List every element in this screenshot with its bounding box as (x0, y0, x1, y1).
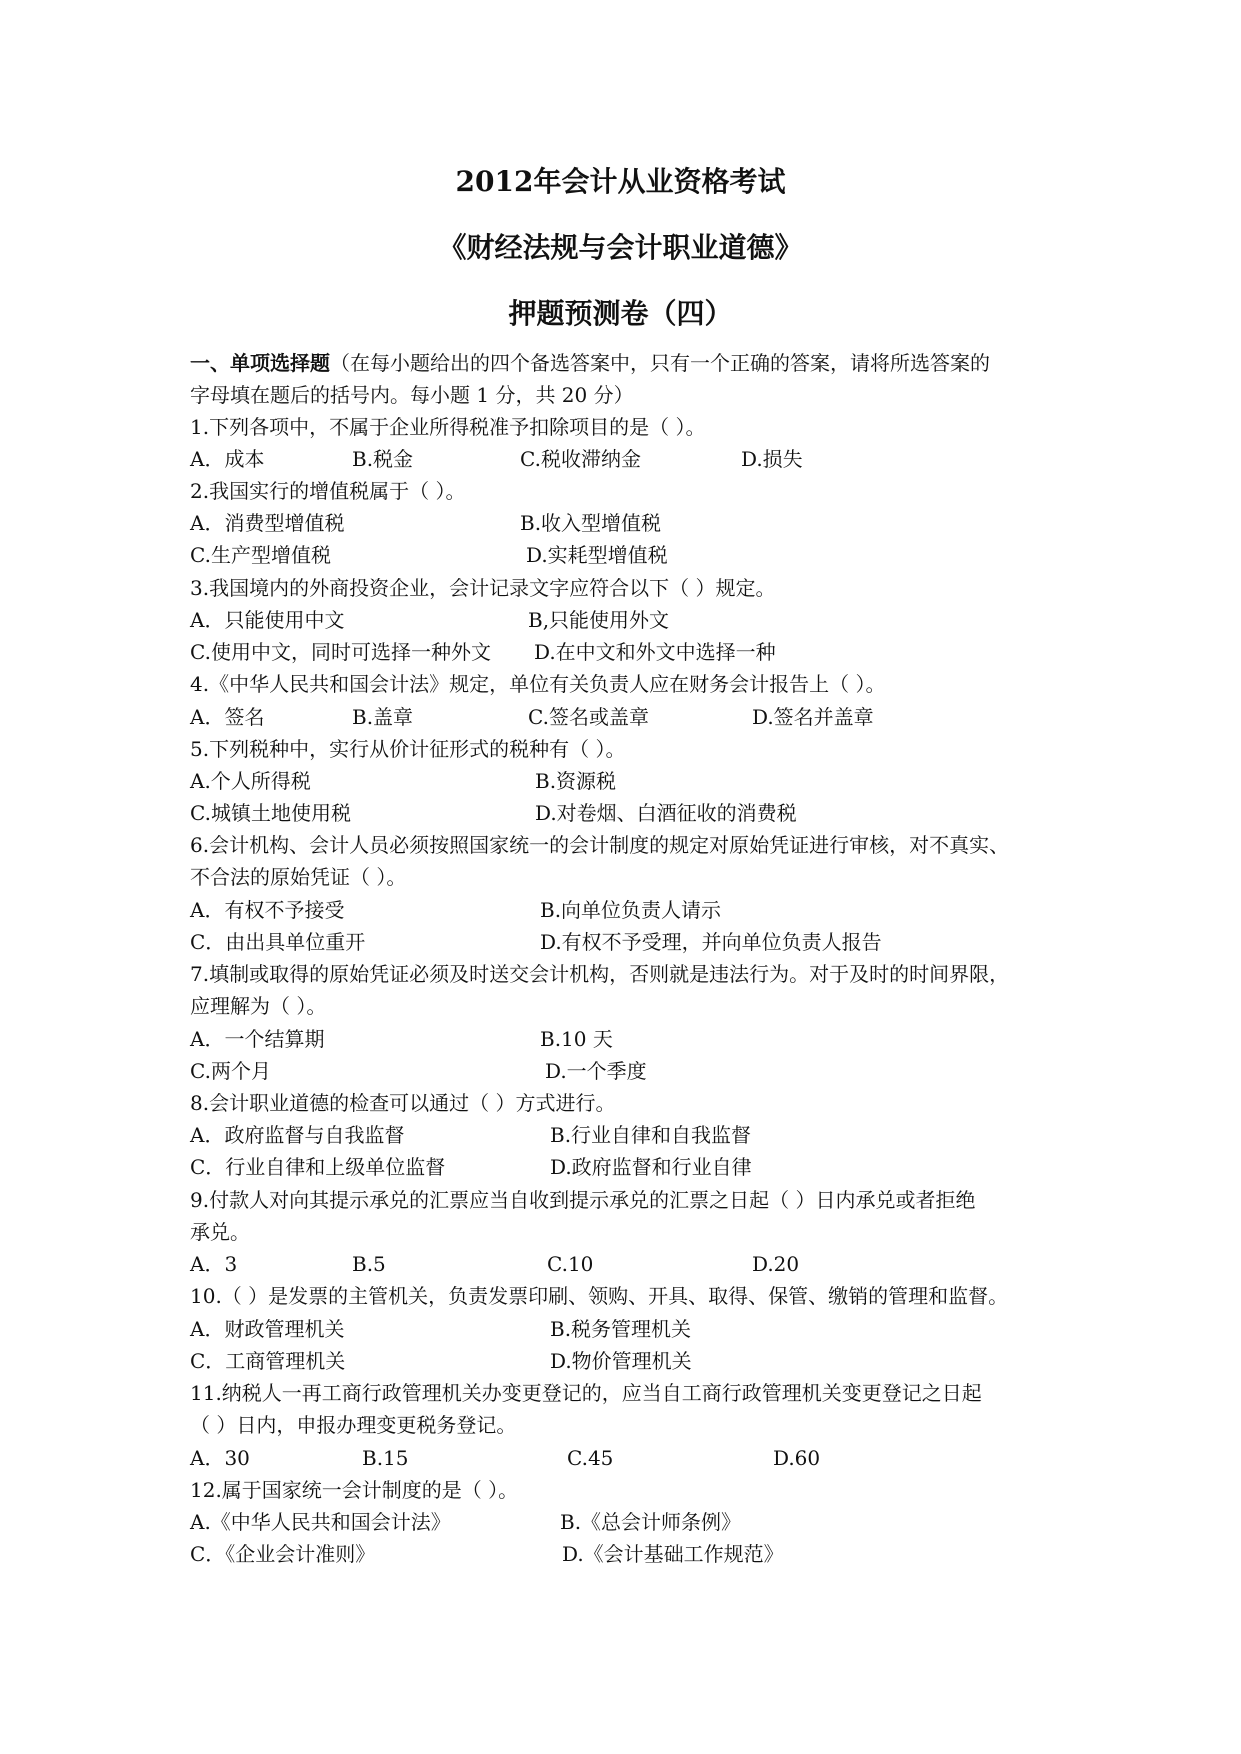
option-d: D.损失 (741, 447, 803, 471)
option-c: C．工商管理机关 (190, 1349, 346, 1373)
section-intro (190, 350, 990, 376)
option-c: C．行业自律和上级单位监督 (190, 1155, 446, 1179)
option-b: B,只能使用外文 (528, 608, 670, 632)
option-b: B.税务管理机关 (550, 1317, 692, 1341)
paper-title: 押题预测卷（四） (508, 297, 733, 330)
question-stem-cont: （ ）日内，申报办理变更税务登记。 (190, 1413, 517, 1437)
option-d: D.20 (752, 1252, 800, 1276)
option-c: C.城镇土地使用税 (190, 801, 351, 825)
option-c: C．《企业会计准则》 (190, 1542, 376, 1566)
section-heading: 一、单项选择题 (190, 351, 330, 375)
option-d: D.实耗型增值税 (526, 543, 668, 567)
option-c: C.税收滞纳金 (520, 447, 641, 471)
option-a: A．30 (190, 1446, 250, 1470)
option-d: D.物价管理机关 (550, 1349, 692, 1373)
option-d: D.有权不予受理，并向单位负责人报告 (540, 930, 882, 954)
question-stem: 3.我国境内的外商投资企业，会计记录文字应符合以下（ ）规定。 (190, 576, 776, 600)
option-b: B.5 (352, 1252, 386, 1276)
question-stem: 6.会计机构、会计人员必须按照国家统一的会计制度的规定对原始凭证进行审核，对不真实、 (190, 833, 1010, 857)
option-c: C.生产型增值税 (190, 543, 331, 567)
exam-title: 2012年会计从业资格考试 (455, 165, 786, 198)
option-b: B.税金 (352, 447, 414, 471)
option-b: B.收入型增值税 (520, 511, 662, 535)
option-a: A.《中华人民共和国会计法》 (190, 1510, 451, 1534)
option-b: B.盖章 (352, 705, 414, 729)
option-d: D.一个季度 (545, 1059, 647, 1083)
option-d: D.60 (773, 1446, 821, 1470)
option-a: A．3 (190, 1252, 238, 1276)
section-instructions-cont: 字母填在题后的括号内。每小题 1 分，共 20 分） (190, 383, 634, 407)
question-stem: 11.纳税人一再工商行政管理机关办变更登记的，应当自工商行政管理机关变更登记之日起 (190, 1381, 982, 1405)
question-stem: 9.付款人对向其提示承兑的汇票应当自收到提示承兑的汇票之日起（ ）日内承兑或者拒绝 (190, 1188, 976, 1212)
subject-title: 《财经法规与会计职业道德》 (438, 231, 803, 264)
section-instructions: （在每小题给出的四个备选答案中，只有一个正确的答案，请将所选答案的 (330, 351, 990, 375)
option-d: D.签名并盖章 (752, 705, 874, 729)
option-c: C.签名或盖章 (528, 705, 649, 729)
option-d: D.《会计基础工作规范》 (562, 1542, 784, 1566)
option-a: A．成本 (190, 447, 265, 471)
question-stem: 5.下列税种中，实行从价计征形式的税种有（ ）。 (190, 737, 626, 761)
option-a: A．消费型增值税 (190, 511, 345, 535)
option-b: B.行业自律和自我监督 (550, 1123, 752, 1147)
option-a: A．只能使用中文 (190, 608, 345, 632)
option-c: C．由出具单位重开 (190, 930, 366, 954)
option-b: B.资源税 (535, 769, 617, 793)
option-c: C.45 (567, 1446, 614, 1470)
question-stem-cont: 不合法的原始凭证（ ）。 (190, 865, 407, 889)
option-a: A．政府监督与自我监督 (190, 1123, 405, 1147)
question-stem: 4.《中华人民共和国会计法》规定，单位有关负责人应在财务会计报告上（ ）。 (190, 672, 886, 696)
option-b: B.《总会计师条例》 (560, 1510, 742, 1534)
question-stem: 10.（ ）是发票的主管机关，负责发票印刷、领购、开具、取得、保管、缴销的管理和监督。 (190, 1284, 1009, 1308)
option-b: B.10 天 (540, 1027, 613, 1051)
option-b: B.向单位负责人请示 (540, 898, 722, 922)
question-stem: 8.会计职业道德的检查可以通过（ ）方式进行。 (190, 1091, 616, 1115)
question-stem: 7.填制或取得的原始凭证必须及时送交会计机构，否则就是违法行为。对于及时的时间界限， (190, 962, 1010, 986)
option-c: C.两个月 (190, 1059, 271, 1083)
option-a: A．有权不予接受 (190, 898, 345, 922)
option-c: C.使用中文，同时可选择一种外文 (190, 640, 491, 664)
option-d: D.对卷烟、白酒征收的消费税 (535, 801, 797, 825)
question-stem: 12.属于国家统一会计制度的是（ ）。 (190, 1478, 519, 1502)
option-a: A.个人所得税 (190, 769, 311, 793)
question-stem-cont: 应理解为（ ）。 (190, 994, 327, 1018)
option-a: A．一个结算期 (190, 1027, 325, 1051)
option-c: C.10 (547, 1252, 594, 1276)
option-d: D.政府监督和行业自律 (550, 1155, 752, 1179)
question-stem-cont: 承兑。 (190, 1220, 250, 1244)
option-a: A．财政管理机关 (190, 1317, 345, 1341)
option-d: D.在中文和外文中选择一种 (534, 640, 776, 664)
option-a: A．签名 (190, 705, 265, 729)
option-b: B.15 (362, 1446, 409, 1470)
question-stem: 1.下列各项中，不属于企业所得税准予扣除项目的是（ ）。 (190, 415, 706, 439)
question-stem: 2.我国实行的增值税属于（ ）。 (190, 479, 466, 503)
